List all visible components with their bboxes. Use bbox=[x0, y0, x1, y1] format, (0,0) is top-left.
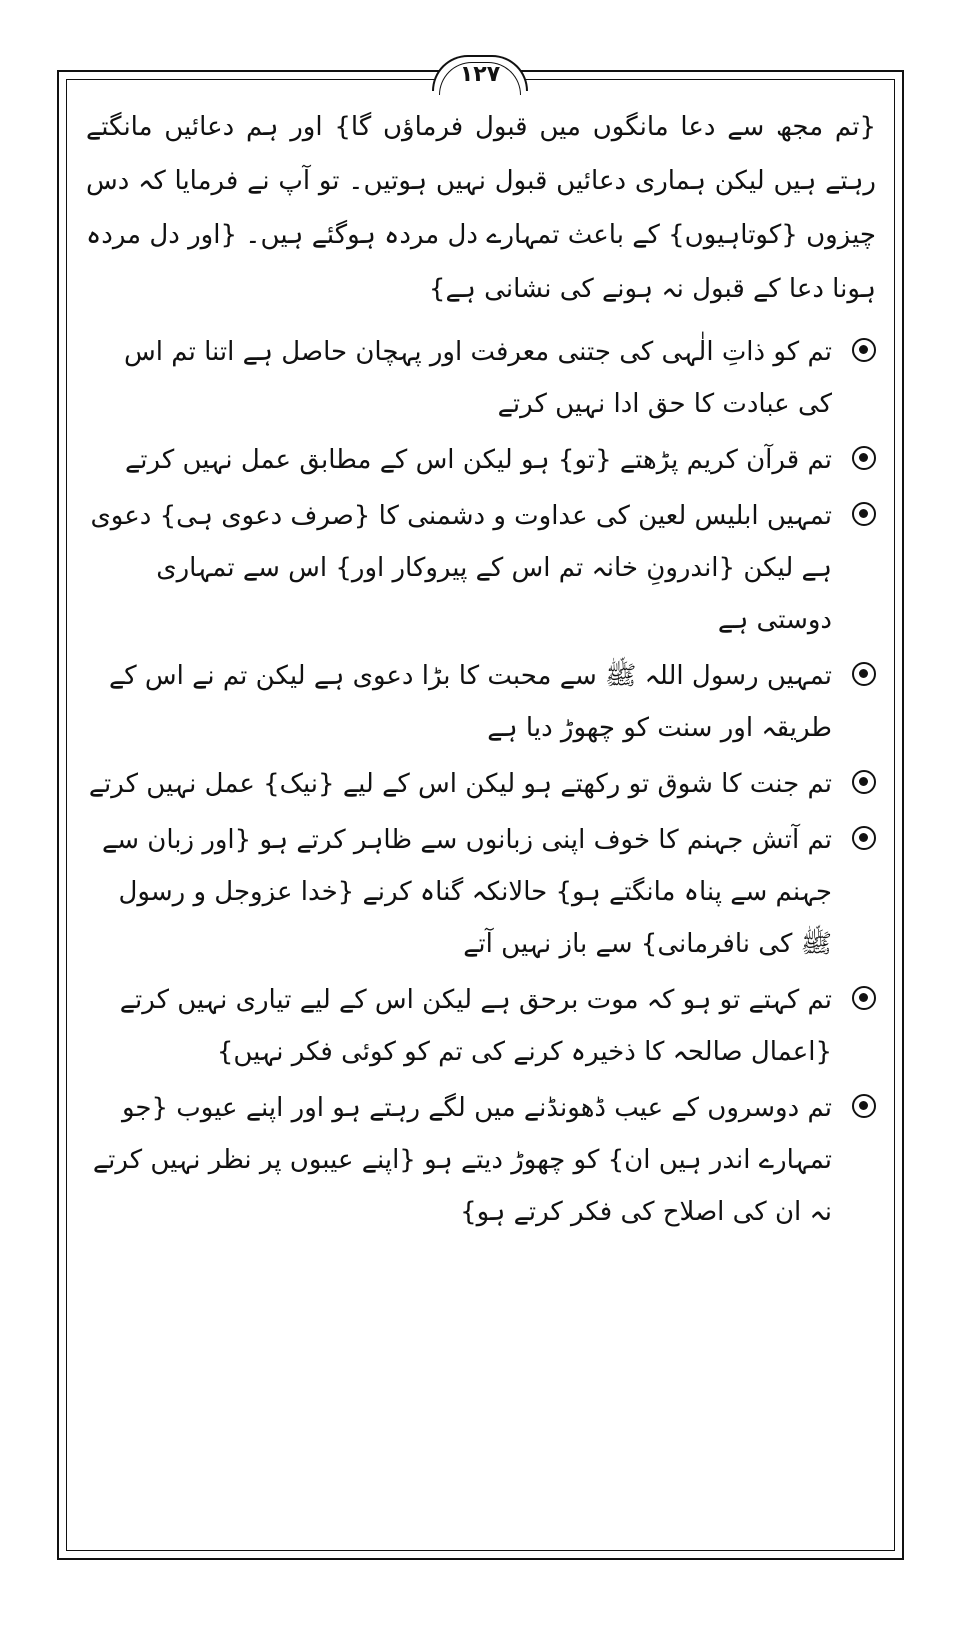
circled-dot-bullet-icon bbox=[852, 502, 876, 526]
list-item-text: تم قرآن کریم پڑھتے {تو} ہو لیکن اس کے مطابق عمل نہیں کرتے bbox=[125, 445, 832, 475]
list-item bbox=[86, 1082, 876, 1238]
list-item bbox=[86, 490, 876, 646]
page-number: ۱۲۷ bbox=[459, 62, 501, 87]
list-item-text: تم آتش جہنم کا خوف اپنی زبانوں سے ظاہر کرتے ہو {اور زبان سے جہنم سے پناہ مانگتے ہو} حالانکہ گناہ کرنے {خدا عزوجل و رسول ﷺ کی نافرمانی} سے باز نہیں آتے bbox=[101, 825, 832, 959]
list-item-text: تم کو ذاتِ الٰہی کی جتنی معرفت اور پہچان حاصل ہے اتنا تم اس کی عبادت کا حق ادا نہیں کرتے bbox=[124, 337, 832, 419]
list-item-text: تمہیں رسول اللہ ﷺ سے محبت کا بڑا دعوی ہے لیکن تم نے اس کے طریقہ اور سنت کو چھوڑ دیا ہے bbox=[109, 661, 832, 743]
list-item-text: تمہیں ابلیس لعین کی عداوت و دشمنی کا {صرف دعوی ہی} دعوی ہے لیکن {اندرونِ خانہ تم اس کے پیروکار اور} اس سے تمہاری دوستی ہے bbox=[90, 501, 832, 635]
list-item-text: تم جنت کا شوق تو رکھتے ہو لیکن اس کے لیے {نیک} عمل نہیں کرتے bbox=[88, 769, 832, 799]
list-item-text: تم دوسروں کے عیب ڈھونڈنے میں لگے رہتے ہو اور اپنے عیوب {جو تمہارے اندر ہیں ان} کو چھوڑ دیتے ہو {اپنے عیبوں پر نظر نہیں کرتے نہ ان کی اصلاح کی فکر کرتے ہو} bbox=[92, 1093, 832, 1227]
circled-dot-bullet-icon bbox=[852, 770, 876, 794]
circled-dot-bullet-icon bbox=[852, 446, 876, 470]
circled-dot-bullet-icon bbox=[852, 338, 876, 362]
list-item bbox=[86, 814, 876, 970]
list-item bbox=[86, 650, 876, 754]
list-item-text: تم کہتے تو ہو کہ موت برحق ہے لیکن اس کے لیے تیاری نہیں کرتے {اعمال صالحہ کا ذخیرہ کرنے کی تم کو کوئی فکر نہیں} bbox=[119, 985, 832, 1067]
page-content bbox=[86, 100, 876, 1242]
page-number-tab bbox=[432, 55, 528, 91]
intro-paragraph: {تم مجھ سے دعا مانگوں میں قبول فرماؤں گا} اور ہم دعائیں مانگتے رہتے ہیں لیکن ہماری دعائیں قبول نہیں ہوتیں۔ تو آپ نے فرمایا کہ دس چیزوں {کوتاہیوں} کے باعث تمہارے دل مردہ ہوگئے ہیں۔ {اور دل مردہ ہونا دعا کے قبول نہ ہونے کی نشانی ہے} bbox=[86, 112, 876, 304]
circled-dot-bullet-icon bbox=[852, 1094, 876, 1118]
list-item bbox=[86, 974, 876, 1078]
circled-dot-bullet-icon bbox=[852, 986, 876, 1010]
circled-dot-bullet-icon bbox=[852, 826, 876, 850]
list-item bbox=[86, 434, 876, 486]
list-item bbox=[86, 326, 876, 430]
circled-dot-bullet-icon bbox=[852, 662, 876, 686]
list-item bbox=[86, 758, 876, 810]
points-list bbox=[86, 326, 876, 1238]
